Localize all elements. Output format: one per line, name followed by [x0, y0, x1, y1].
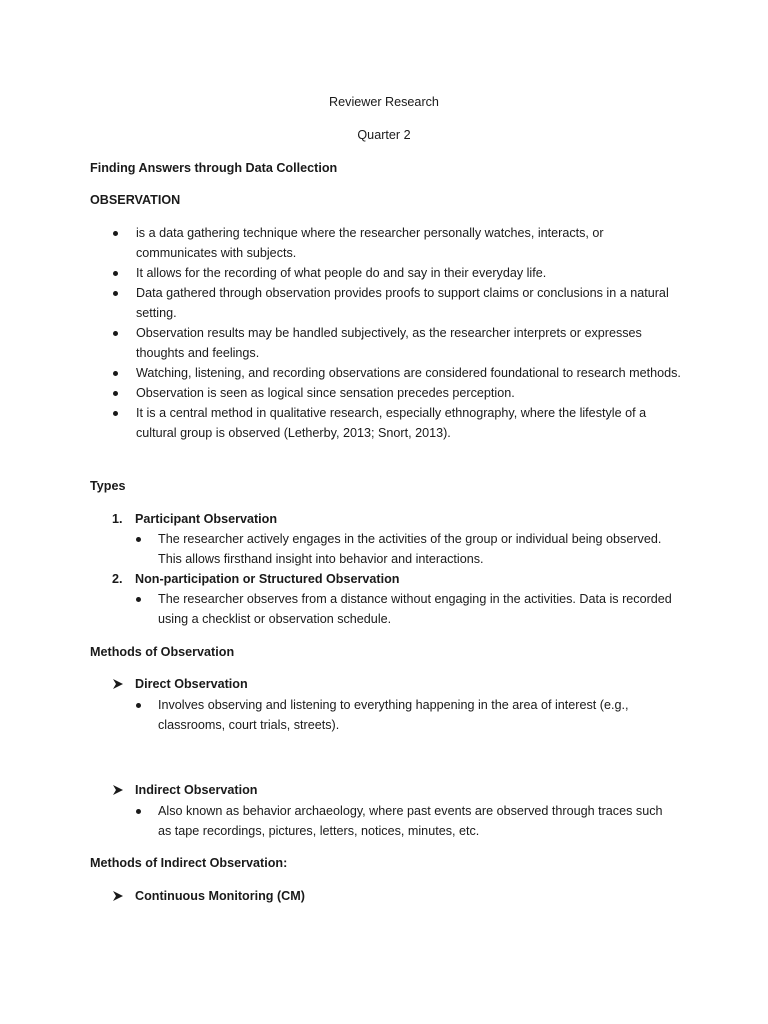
indirect-method-title: Continuous Monitoring (CM) [135, 889, 305, 903]
list-item-text: Watching, listening, and recording observations are considered foundational to research methods. [136, 366, 681, 380]
observation-heading: OBSERVATION [90, 193, 181, 207]
type-2-detail-list [158, 589, 683, 629]
bullet-icon [136, 597, 141, 602]
type-title: Participant Observation [135, 512, 278, 526]
type-title: Non-participation or Structured Observation [135, 572, 400, 586]
document-subtitle: Quarter 2 [357, 128, 411, 142]
list-item [136, 223, 686, 263]
list-item-text: Involves observing and listening to everything happening in the area of interest (e.g., classrooms, court trials, streets). [158, 698, 629, 732]
list-item [136, 263, 686, 283]
bullet-icon [113, 271, 118, 276]
methods-heading: Methods of Observation [90, 645, 235, 659]
method-title: Indirect Observation [135, 783, 258, 797]
bullet-icon [113, 411, 118, 416]
list-item [158, 801, 678, 841]
list-item-text: The researcher observes from a distance without engaging in the activities. Data is recorded using a checklist or observation schedule. [158, 592, 672, 626]
bullet-icon [136, 703, 141, 708]
list-item [158, 589, 683, 629]
list-item [136, 363, 686, 383]
list-item-text: The researcher actively engages in the activities of the group or individual being observed. This allows firsthand insight into behavior and interactions. [158, 532, 662, 566]
list-item-text: It allows for the recording of what people do and say in their everyday life. [136, 266, 547, 280]
direct-observation-detail-list [158, 695, 658, 735]
list-item-text: is a data gathering technique where the researcher personally watches, interacts, or communicates with subjects. [136, 226, 604, 260]
observation-bullet-list [136, 223, 686, 443]
list-item-text: Observation results may be handled subjectively, as the researcher interprets or expresses thoughts and feelings. [136, 326, 642, 360]
list-item-text: Data gathered through observation provides proofs to support claims or conclusions in a natural setting. [136, 286, 669, 320]
section-heading: Finding Answers through Data Collection [90, 161, 338, 175]
list-item-text: It is a central method in qualitative research, especially ethnography, where the lifestyle of a cultural group is observed (Letherby, 2013; Snort, 2013). [136, 406, 647, 440]
type-1-detail-list [158, 529, 678, 569]
types-heading: Types [90, 479, 126, 493]
list-item [136, 383, 686, 403]
bullet-icon [113, 331, 118, 336]
list-item [136, 283, 686, 323]
method-title: Direct Observation [135, 677, 248, 691]
indirect-methods-heading: Methods of Indirect Observation: [90, 856, 288, 870]
list-item [158, 695, 658, 735]
bullet-icon [113, 231, 118, 236]
bullet-icon [113, 291, 118, 296]
list-item [136, 403, 686, 443]
bullet-icon [113, 371, 118, 376]
indirect-observation-detail-list [158, 801, 678, 841]
type-number: 2. [112, 572, 123, 586]
list-item [158, 529, 678, 569]
list-item-text: Also known as behavior archaeology, where past events are observed through traces such as tape recordings, pictures, letters, notices, minutes, etc. [158, 804, 663, 838]
bullet-icon [113, 391, 118, 396]
list-item [136, 323, 686, 363]
list-item-text: Observation is seen as logical since sensation precedes perception. [136, 386, 515, 400]
bullet-icon [136, 809, 141, 814]
type-number: 1. [112, 512, 123, 526]
bullet-icon [136, 537, 141, 542]
document-title: Reviewer Research [329, 95, 439, 109]
